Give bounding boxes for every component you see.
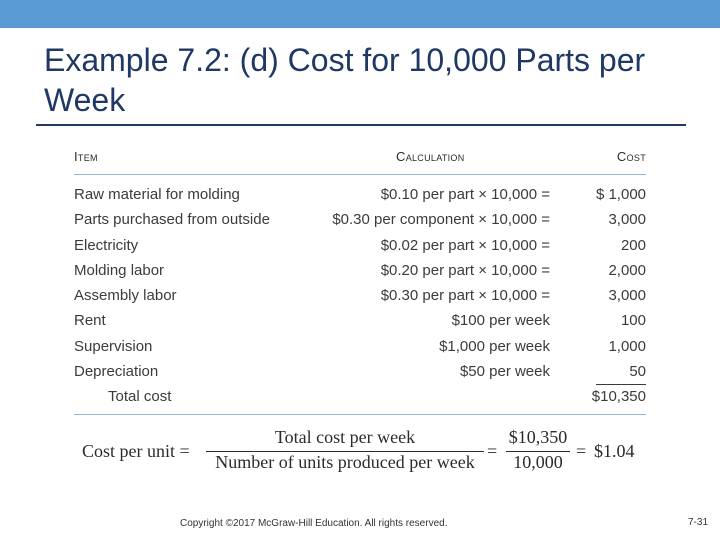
table-header: [74, 146, 646, 172]
table-row: [74, 208, 646, 233]
header-calculation: Calculation: [396, 149, 465, 164]
row-calculation: $100 per week: [451, 312, 550, 330]
table-bottom-rule: [74, 414, 646, 415]
row-item: Assembly labor: [74, 287, 177, 305]
row-item: Depreciation: [74, 363, 159, 381]
total-cost: $10,350: [591, 388, 646, 406]
slide-title: Example 7.2: (d) Cost for 10,000 Parts per Week: [44, 42, 646, 118]
row-cost: 3,000: [608, 211, 646, 229]
table-row: [74, 335, 646, 360]
row-calculation: $0.20 per part × 10,000 =: [380, 261, 550, 279]
formula-equals: =: [487, 441, 498, 461]
table-row: [74, 360, 646, 385]
header-rule: [74, 174, 646, 175]
header-item: Item: [74, 149, 98, 164]
row-calculation: $1,000 per week: [439, 337, 550, 355]
table-row: [74, 183, 646, 208]
row-calculation: $0.30 per part × 10,000 =: [380, 287, 550, 305]
row-calculation: $50 per week: [459, 363, 550, 381]
title-divider: [36, 124, 686, 126]
row-item: Rent: [74, 312, 106, 330]
table-rows: [74, 183, 646, 411]
row-item: Parts purchased from outside: [74, 211, 270, 229]
page-number: 7-31: [688, 517, 709, 528]
table-row: [74, 234, 646, 259]
formula-equals: =: [576, 441, 587, 461]
row-item: Raw material for molding: [74, 186, 240, 203]
top-accent-bar: [0, 0, 720, 28]
cost-per-unit-formula: [82, 426, 662, 476]
row-cost: 100: [620, 312, 646, 330]
table-row: [74, 309, 646, 334]
total-label: Total cost: [108, 388, 172, 406]
total-row: [74, 385, 646, 410]
row-item: Molding labor: [74, 261, 165, 279]
row-cost: 2,000: [608, 261, 646, 279]
row-calculation: $0.10 per part × 10,000 =: [380, 186, 550, 203]
table-row: [74, 284, 646, 309]
formula-numerator: Total cost per week: [274, 427, 416, 447]
row-cost: 1,000: [608, 337, 646, 355]
formula-result: $1.04: [594, 441, 635, 461]
formula-lhs: Cost per unit =: [82, 441, 190, 461]
copyright-footer: Copyright ©2017 McGraw-Hill Education. All rights reserved.: [180, 518, 448, 529]
header-cost: Cost: [616, 149, 646, 164]
row-calculation: $0.02 per part × 10,000 =: [380, 236, 550, 254]
table-row: [74, 259, 646, 284]
row-calculation: $0.30 per component × 10,000 =: [332, 211, 550, 229]
formula-denominator: Number of units produced per week: [215, 452, 475, 472]
row-cost: 200: [620, 236, 646, 254]
row-cost: $ 1,000: [595, 186, 646, 203]
row-item: Supervision: [74, 337, 153, 355]
row-cost: 50: [629, 363, 646, 381]
value-denominator: 10,000: [513, 452, 563, 472]
row-cost: 3,000: [608, 287, 646, 305]
row-item: Electricity: [74, 236, 139, 254]
value-numerator: $10,350: [508, 427, 568, 447]
cost-table: [74, 146, 646, 406]
